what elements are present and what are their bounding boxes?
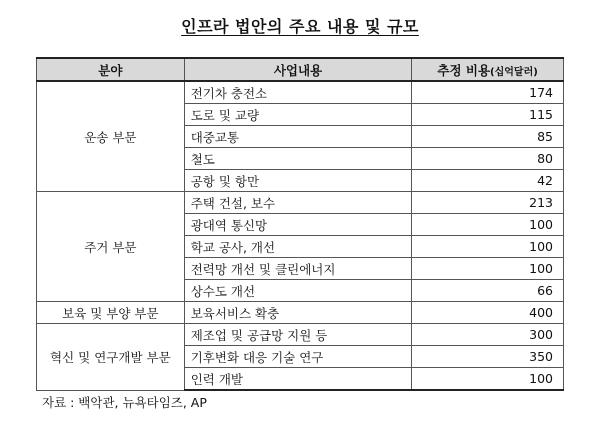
category-cell: 혁신 및 연구개발 부문 bbox=[37, 324, 185, 391]
cost-cell: 300 bbox=[412, 324, 564, 346]
table-row bbox=[37, 81, 564, 104]
source-note: 자료 : 백악관, 뉴욕타임즈, AP bbox=[42, 395, 207, 410]
category-cell: 주거 부문 bbox=[37, 192, 185, 302]
table-row bbox=[37, 302, 564, 324]
item-cell: 대중교통 bbox=[184, 126, 412, 148]
table-row bbox=[37, 192, 564, 214]
cost-cell: 213 bbox=[412, 192, 564, 214]
cost-cell: 350 bbox=[412, 346, 564, 368]
cost-cell: 174 bbox=[412, 81, 564, 104]
item-cell: 광대역 통신망 bbox=[184, 214, 412, 236]
header-cost-unit: (십억달러) bbox=[490, 66, 538, 78]
cost-cell: 100 bbox=[412, 214, 564, 236]
cost-cell: 115 bbox=[412, 104, 564, 126]
cost-cell: 100 bbox=[412, 368, 564, 391]
category-cell: 보육 및 부양 부문 bbox=[37, 302, 185, 324]
cost-cell: 85 bbox=[412, 126, 564, 148]
item-cell: 보육서비스 확충 bbox=[184, 302, 412, 324]
category-cell: 운송 부문 bbox=[37, 81, 185, 192]
item-cell: 인력 개발 bbox=[184, 368, 412, 391]
cost-cell: 100 bbox=[412, 236, 564, 258]
table-row bbox=[37, 324, 564, 346]
item-cell: 상수도 개선 bbox=[184, 280, 412, 302]
header-cost bbox=[412, 58, 564, 81]
header-item: 사업내용 bbox=[184, 58, 412, 81]
item-cell: 공항 및 항만 bbox=[184, 170, 412, 192]
cost-cell: 66 bbox=[412, 280, 564, 302]
item-cell: 철도 bbox=[184, 148, 412, 170]
table-header-row bbox=[37, 58, 564, 81]
header-cost-label: 추정 비용 bbox=[437, 62, 491, 78]
cost-cell: 42 bbox=[412, 170, 564, 192]
cost-cell: 80 bbox=[412, 148, 564, 170]
item-cell: 주택 건설, 보수 bbox=[184, 192, 412, 214]
table-title: 인프라 법안의 주요 내용 및 규모 bbox=[181, 17, 419, 36]
item-cell: 학교 공사, 개선 bbox=[184, 236, 412, 258]
item-cell: 기후변화 대응 기술 연구 bbox=[184, 346, 412, 368]
header-category: 분야 bbox=[37, 58, 185, 81]
cost-cell: 100 bbox=[412, 258, 564, 280]
item-cell: 제조업 및 공급망 지원 등 bbox=[184, 324, 412, 346]
item-cell: 전력망 개선 및 클린에너지 bbox=[184, 258, 412, 280]
item-cell: 전기차 충전소 bbox=[184, 81, 412, 104]
cost-cell: 400 bbox=[412, 302, 564, 324]
infrastructure-table bbox=[36, 57, 564, 391]
item-cell: 도로 및 교량 bbox=[184, 104, 412, 126]
